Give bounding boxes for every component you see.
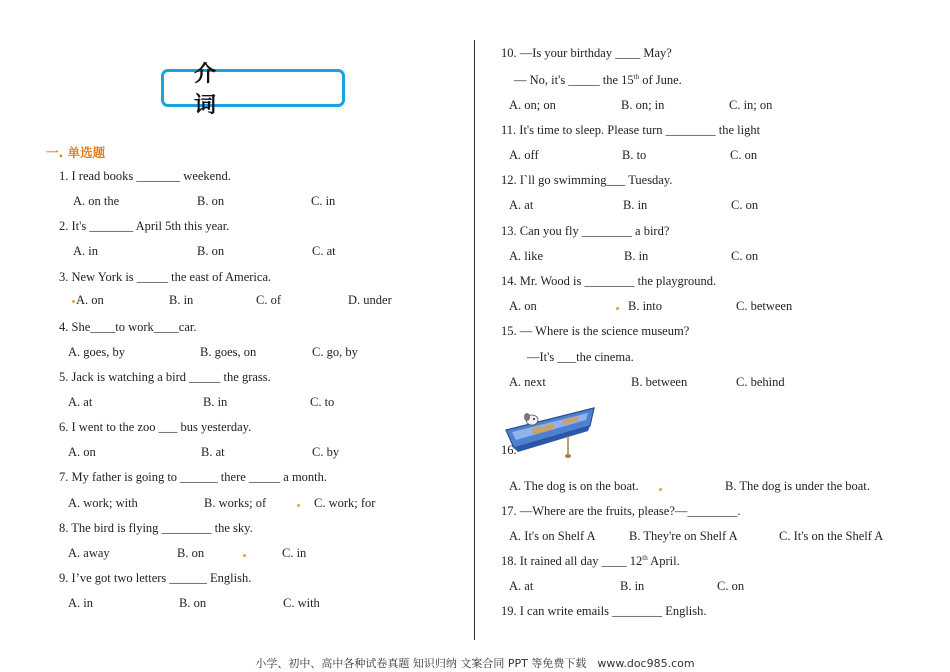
question-15: 15. — Where is the science museum? — [501, 324, 690, 338]
option-15a: A. next — [509, 375, 546, 389]
option-5a: A. at — [68, 395, 93, 409]
option-10a: A. on; on — [509, 98, 556, 112]
question-9: 9. I’ve got two letters ______ English. — [59, 571, 252, 585]
option-18b: B. in — [620, 579, 645, 593]
question-15-answer-line: —It's ___the cinema. — [527, 350, 634, 364]
footer-text: 小学、初中、高中各种试卷真题 知识归纳 文案合同 PPT 等免费下载 www.doc985.com — [255, 657, 695, 670]
option-15b: B. between — [631, 375, 688, 389]
question-10: 10. —Is your birthday ____ May? — [501, 46, 672, 60]
option-6b: B. at — [201, 445, 225, 459]
decorative-dot — [297, 504, 300, 507]
question-16: 16. — [501, 443, 517, 457]
option-3b: B. in — [169, 293, 194, 307]
question-5: 5. Jack is watching a bird _____ the grass. — [59, 370, 271, 384]
option-16b: B. The dog is under the boat. — [725, 479, 870, 493]
page-title: 介 词 — [161, 69, 345, 107]
question-8: 8. The bird is flying ________ the sky. — [59, 521, 253, 535]
option-7c: C. work; for — [314, 496, 376, 510]
question-17: 17. —Where are the fruits, please?—________. — [501, 504, 741, 518]
question-6: 6. I went to the zoo ___ bus yesterday. — [59, 420, 252, 434]
option-13c: C. on — [731, 249, 759, 263]
option-1b: B. on — [197, 194, 225, 208]
option-13a: A. like — [509, 249, 544, 263]
question-14: 14. Mr. Wood is ________ the playground. — [501, 274, 717, 288]
option-8c: C. in — [282, 546, 307, 560]
question-11: 11. It's time to sleep. Please turn ________ the light — [501, 123, 761, 137]
option-14a: A. on — [509, 299, 537, 313]
column-divider — [474, 40, 475, 640]
option-2c: C. at — [312, 244, 336, 258]
question-10-answer-line: — No, it's _____ the 15th of June. — [514, 73, 682, 87]
option-3c: C. of — [256, 293, 281, 307]
option-7b: B. works; of — [204, 496, 267, 510]
option-10c: C. in; on — [729, 98, 773, 112]
question-19: 19. I can write emails ________ English. — [501, 604, 707, 618]
question-7: 7. My father is going to ______ there _____ a month. — [59, 470, 328, 484]
question-12: 12. I`ll go swimming___ Tuesday. — [501, 173, 673, 187]
option-9a: A. in — [68, 596, 93, 610]
option-5c: C. to — [310, 395, 335, 409]
option-12c: C. on — [731, 198, 759, 212]
option-13b: B. in — [624, 249, 649, 263]
question-2: 2. It's _______ April 5th this year. — [59, 219, 230, 233]
option-11b: B. to — [622, 148, 647, 162]
option-4a: A. goes, by — [68, 345, 125, 359]
option-2b: B. on — [197, 244, 225, 258]
option-12b: B. in — [623, 198, 648, 212]
option-18a: A. at — [509, 579, 534, 593]
option-3d: D. under — [348, 293, 392, 307]
question-18: 18. It rained all day ____ 12th April. — [501, 554, 680, 568]
option-16a: A. The dog is on the boat. — [509, 479, 639, 493]
option-2a: A. in — [73, 244, 98, 258]
option-1c: C. in — [311, 194, 336, 208]
option-10b: B. on; in — [621, 98, 665, 112]
decorative-dot — [243, 554, 246, 557]
option-3a: A. on — [76, 293, 104, 307]
option-4c: C. go, by — [312, 345, 358, 359]
option-18c: C. on — [717, 579, 745, 593]
option-8b: B. on — [177, 546, 205, 560]
option-8a: A. away — [68, 546, 110, 560]
decorative-dot — [616, 307, 619, 310]
option-14c: C. between — [736, 299, 793, 313]
option-17a: A. It's on Shelf A — [509, 529, 596, 543]
option-15c: C. behind — [736, 375, 785, 389]
option-7a: A. work; with — [68, 496, 138, 510]
decorative-dot — [659, 488, 662, 491]
option-11a: A. off — [509, 148, 539, 162]
section-heading: 一. 单选题 — [46, 145, 106, 160]
option-17b: B. They're on Shelf A — [629, 529, 738, 543]
option-17c: C. It's on the Shelf A — [779, 529, 884, 543]
question-3: 3. New York is _____ the east of America. — [59, 270, 272, 284]
option-1a: A. on the — [73, 194, 120, 208]
option-6c: C. by — [312, 445, 340, 459]
question-4: 4. She____to work____car. — [59, 320, 197, 334]
option-6a: A. on — [68, 445, 96, 459]
option-9b: B. on — [179, 596, 207, 610]
option-9c: C. with — [283, 596, 320, 610]
option-12a: A. at — [509, 198, 534, 212]
option-14b: B. into — [628, 299, 663, 313]
question-1: 1. I read books _______ weekend. — [59, 169, 231, 183]
option-5b: B. in — [203, 395, 228, 409]
option-11c: C. on — [730, 148, 758, 162]
decorative-dot — [72, 300, 75, 303]
question-13: 13. Can you fly ________ a bird? — [501, 224, 670, 238]
option-4b: B. goes, on — [200, 345, 257, 359]
